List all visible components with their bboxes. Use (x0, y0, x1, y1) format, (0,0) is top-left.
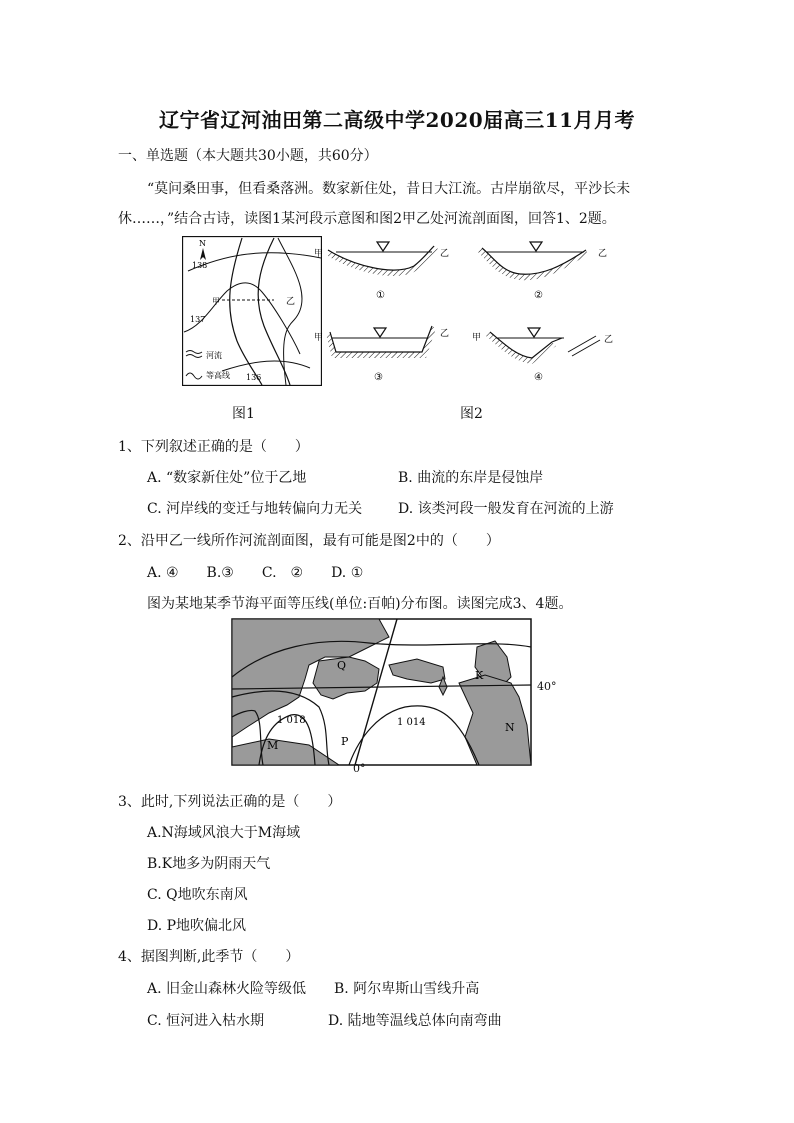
label-n: N (505, 721, 515, 734)
profile-3 (314, 326, 449, 383)
label-jia: 甲 (212, 297, 220, 306)
svg-text:甲: 甲 (314, 333, 324, 343)
svg-text:③: ③ (374, 372, 383, 383)
svg-text:甲: 甲 (472, 333, 482, 343)
figure-1-river-map (182, 236, 322, 386)
svg-text:乙: 乙 (598, 249, 608, 259)
q3-option-d: D. P地吹偏北风 (147, 918, 247, 934)
label-yi: 乙 (286, 297, 296, 307)
legend-river-label: 河流 (206, 351, 222, 360)
svg-text:乙: 乙 (440, 249, 450, 259)
profile-1 (314, 242, 449, 301)
intro-line-1: “莫问桑田事，但看桑落洲。数家新住处，昔日大江流。古岸崩欲尽，平沙长未 (147, 181, 631, 197)
q1-option-b: B. 曲流的东岸是侵蚀岸 (398, 470, 544, 486)
q1-option-c: C. 河岸线的变迁与地转偏向力无关 (147, 501, 363, 517)
q3-option-b: B.K地多为阴雨天气 (147, 856, 271, 872)
figure-2-caption: 图2 (460, 406, 483, 422)
q1-option-d: D. 该类河段一般发育在河流的上游 (398, 501, 614, 517)
q2-options: A. ④ B.③ C. ② D. ① (147, 565, 364, 581)
intro-line-2: 休……，”结合古诗，读图1某河段示意图和图2甲乙处河流剖面图，回答1、2题。 (118, 211, 616, 227)
svg-text:④: ④ (534, 372, 543, 383)
profile-2 (478, 242, 607, 301)
isobar-label-1018: 1 018 (277, 715, 306, 726)
q3-option-c: C. Q地吹东南风 (147, 887, 248, 903)
svg-text:乙: 乙 (440, 329, 450, 339)
contour-label-138: 138 (192, 261, 208, 270)
north-label: N (199, 239, 206, 248)
q3-stem: 3、此时,下列说法正确的是（ ） (118, 794, 342, 810)
q4-stem: 4、据图判断,此季节（ ） (118, 949, 300, 965)
label-k: K (475, 669, 484, 682)
label-q: Q (337, 659, 347, 672)
figure-1-caption: 图1 (232, 406, 255, 422)
map-intro: 图为某地某季节海平面等压线(单位:百帕)分布图。读图完成3、4题。 (147, 596, 573, 612)
contour-label-137: 137 (190, 315, 206, 324)
label-lon-0: 0° (353, 762, 366, 775)
section-heading: 一、单选题（本大题共30小题，共60分） (118, 148, 378, 164)
q4-option-a: A. 旧金山森林火险等级低 (147, 981, 307, 997)
q2-stem: 2、沿甲乙一线所作河流剖面图，最有可能是图2中的（ ） (118, 533, 500, 549)
label-m: M (267, 739, 279, 752)
page-title: 辽宁省辽河油田第二高级中学2020届高三11月月考 (159, 108, 635, 132)
q1-stem: 1、下列叙述正确的是（ ） (118, 439, 309, 455)
q4-option-c: C. 恒河进入枯水期 (147, 1013, 265, 1029)
q4-option-d: D. 陆地等温线总体向南弯曲 (328, 1013, 502, 1029)
profile-4 (472, 328, 613, 383)
q1-option-a: A. “数家新住处”位于乙地 (147, 470, 307, 486)
isobar-label-1014: 1 014 (397, 717, 426, 728)
svg-text:①: ① (376, 290, 385, 301)
q3-option-a: A.N海域风浪大于M海域 (147, 825, 301, 841)
label-lat-40: 40° (537, 680, 557, 693)
svg-text:②: ② (534, 290, 543, 301)
contour-label-136: 136 (246, 373, 262, 382)
isobar-map (229, 617, 534, 777)
svg-text:乙: 乙 (604, 335, 614, 345)
legend-contour-label: 等高线 (206, 371, 230, 380)
label-p: P (341, 735, 349, 748)
svg-text:甲: 甲 (314, 249, 324, 259)
figure-2-profiles (314, 236, 620, 386)
q4-option-b: B. 阿尔卑斯山雪线升高 (334, 981, 480, 997)
